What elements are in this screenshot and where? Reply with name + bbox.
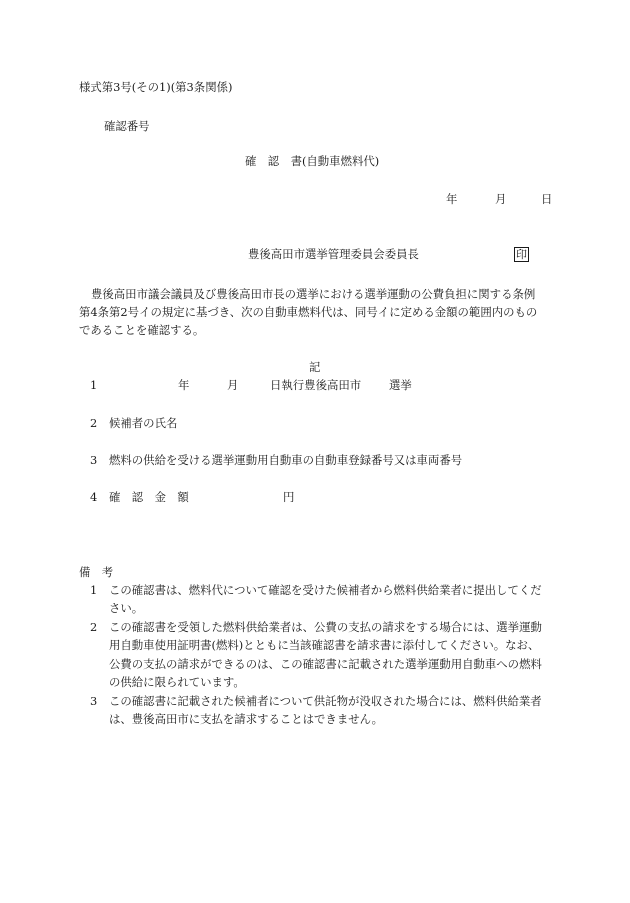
form-label: 様式第3号(その1)(第3条関係)	[79, 80, 233, 94]
issuer-name: 豊後高田市選挙管理委員会委員長	[248, 247, 419, 261]
date-year-label: 年	[446, 192, 458, 206]
item-4-unit: 円	[283, 490, 295, 504]
item-1-month-label: 月	[227, 378, 239, 392]
note-line: この確認書に記載された候補者について供託物が没収された場合には、燃料供給業者	[109, 694, 542, 708]
note-line: さい。	[109, 601, 144, 615]
note-line: 用自動車使用証明書(燃料)とともに当該確認書を請求書に添付してください。なお、	[109, 638, 540, 652]
body-line: であることを確認する。	[79, 323, 205, 337]
item-1-text: 日執行豊後高田市	[270, 378, 362, 392]
date-month-label: 月	[495, 192, 507, 206]
note-line: は、豊後高田市に支払を請求することはできません。	[109, 712, 384, 726]
item-4-text: 確 認 金 額	[109, 490, 189, 504]
item-2-text: 候補者の氏名	[109, 416, 178, 430]
confirmation-number-label: 確認番号	[104, 119, 150, 133]
item-1-year-label: 年	[178, 378, 190, 392]
note-number: 3	[90, 694, 98, 708]
date-day-label: 日	[541, 192, 553, 206]
note-line: の供給に限られています。	[109, 675, 245, 689]
note-line: 公費の支払の請求ができるのは、この確認書に記載された選挙運動用自動車への燃料	[109, 657, 542, 671]
item-1-election-label: 選挙	[389, 378, 412, 392]
item-number: 1	[90, 378, 98, 392]
seal-icon: 印	[516, 248, 527, 261]
item-number: 4	[90, 490, 98, 504]
ki-heading: 記	[309, 360, 321, 374]
remarks-heading: 備 考	[79, 565, 114, 579]
note-number: 2	[90, 620, 98, 634]
item-3-text: 燃料の供給を受ける選挙運動用自動車の自動車登録番号又は車両番号	[109, 453, 463, 467]
item-number: 2	[90, 416, 98, 430]
note-line: この確認書は、燃料代について確認を受けた候補者から燃料供給業者に提出してくだ	[109, 583, 542, 597]
note-number: 1	[90, 583, 98, 597]
item-number: 3	[90, 453, 98, 467]
note-line: この確認書を受領した燃料供給業者は、公費の支払の請求をする場合には、選挙運動	[109, 620, 542, 634]
seal-mark	[514, 247, 529, 262]
body-line: 第4条第2号イの規定に基づき、次の自動車燃料代は、同号イに定める金額の範囲内のもの	[79, 305, 538, 319]
document-title: 確 認 書(自動車燃料代)	[245, 154, 380, 168]
body-line: 豊後高田市議会議員及び豊後高田市長の選挙における選挙運動の公費負担に関する条例	[91, 287, 536, 301]
